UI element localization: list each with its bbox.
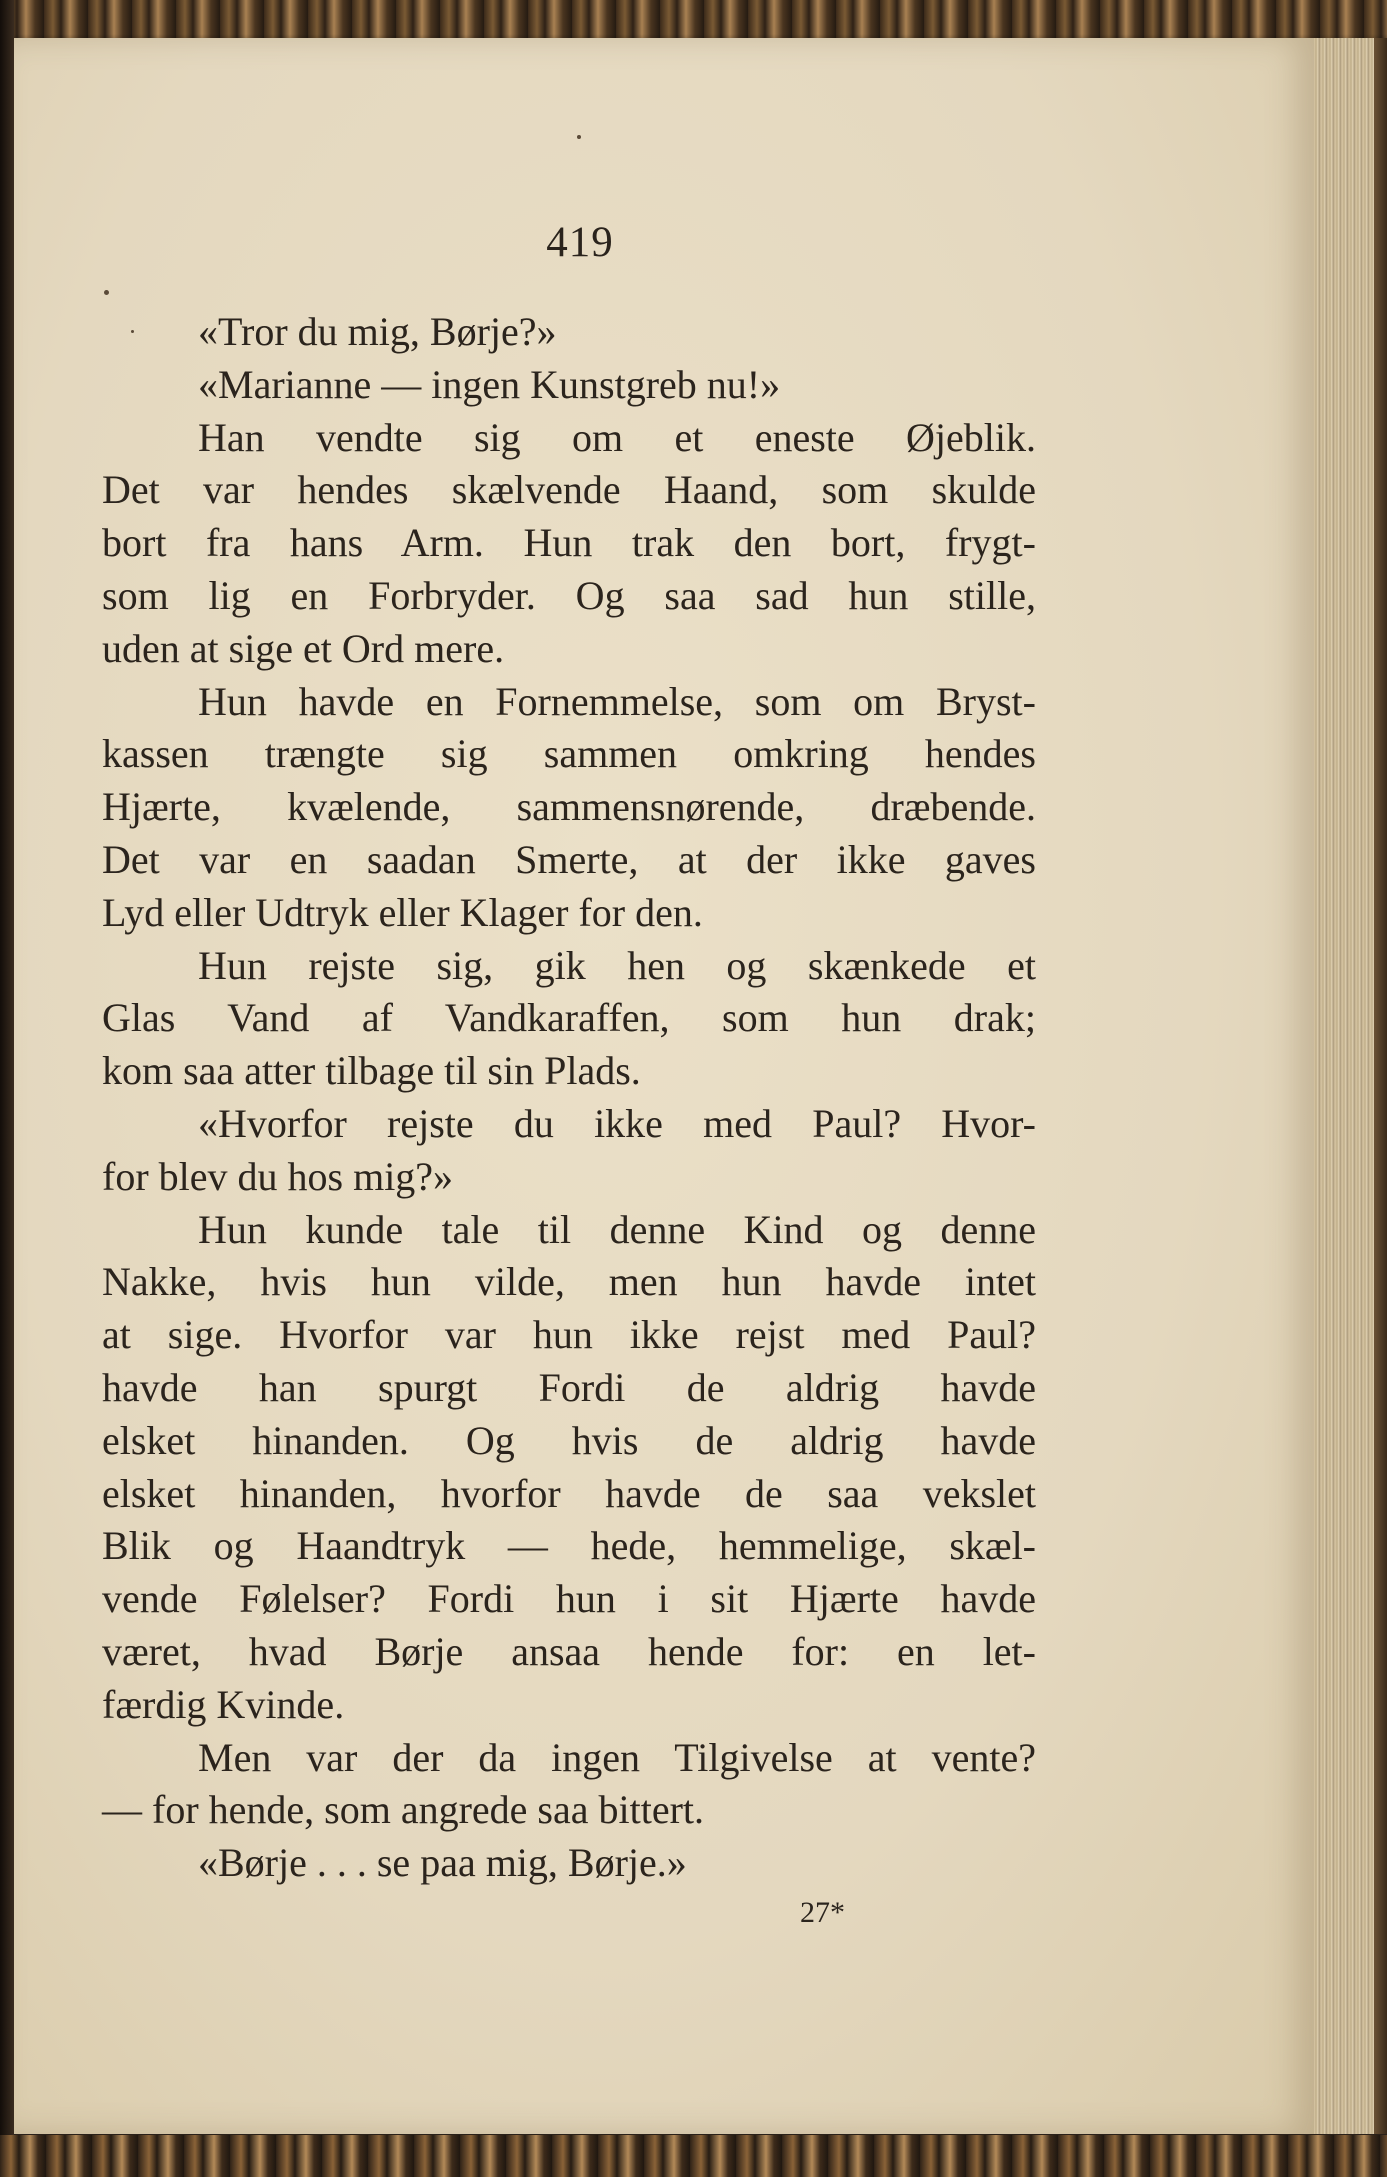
text-line: havde han spurgt Fordi de aldrig havde [102,1364,1036,1410]
page-number: 419 [546,219,614,266]
text-line: Blik og Haandtryk — hede, hemmelige, skæl- [102,1523,1036,1569]
paper-speck [577,135,581,139]
text-line: Hun kunde tale til denne Kind og denne [198,1206,1036,1252]
text-line: elsket hinanden. Og hvis de aldrig havde [102,1417,1036,1463]
text-line: kassen trængte sig sammen omkring hendes [102,731,1036,777]
signature-mark: 27* [800,1896,845,1929]
text-line: elsket hinanden, hvorfor havde de saa vekslet [102,1470,1036,1516]
text-line: været, hvad Børje ansaa hende for: en let- [102,1628,1036,1674]
text-line: Hun havde en Fornemmelse, som om Bryst- [198,678,1036,724]
text-line: kom saa atter tilbage til sin Plads. [102,1048,641,1094]
text-line: Nakke, hvis hun vilde, men hun havde intet [102,1259,1036,1305]
text-line: «Marianne — ingen Kunstgreb nu!» [198,361,781,407]
text-line: Men var der da ingen Tilgivelse at vente? [198,1734,1036,1780]
book-spine-left [0,0,14,2177]
text-line: færdig Kvinde. [102,1681,345,1727]
text-line: som lig en Forbryder. Og saa sad hun stille, [102,572,1036,618]
text-line: Han vendte sig om et eneste Øjeblik. [198,414,1036,460]
text-line: Det var hendes skælvende Haand, som skulde [102,467,1036,513]
book-cover-bottom-edge [0,2135,1387,2177]
book-cover-right-edge [1374,38,1387,2134]
text-line: «Børje . . . se paa mig, Børje.» [198,1840,687,1886]
text-line: Glas Vand af Vandkaraffen, som hun drak; [102,995,1036,1041]
text-line: vende Følelser? Fordi hun i sit Hjærte havde [102,1576,1036,1622]
text-line: for blev du hos mig?» [102,1153,454,1199]
text-line: at sige. Hvorfor var hun ikke rejst med Paul? [102,1312,1036,1358]
paper-speck [104,290,109,295]
text-line: — for hende, som angrede saa bittert. [102,1787,705,1833]
text-line: Lyd eller Udtryk eller Klager for den. [102,889,703,935]
text-line: uden at sige et Ord mere. [102,625,505,671]
text-line: bort fra hans Arm. Hun trak den bort, frygt- [102,520,1036,566]
text-line: Hjærte, kvælende, sammensnørende, dræbende. [102,784,1036,830]
page-stack-edges [1314,38,1374,2134]
body-text [102,306,1036,1890]
text-line: «Hvorfor rejste du ikke med Paul? Hvor- [198,1100,1036,1146]
text-line: Hun rejste sig, gik hen og skænkede et [198,942,1036,988]
text-line: Det var en saadan Smerte, at der ikke gaves [102,836,1036,882]
text-line: «Tror du mig, Børje?» [198,309,557,354]
